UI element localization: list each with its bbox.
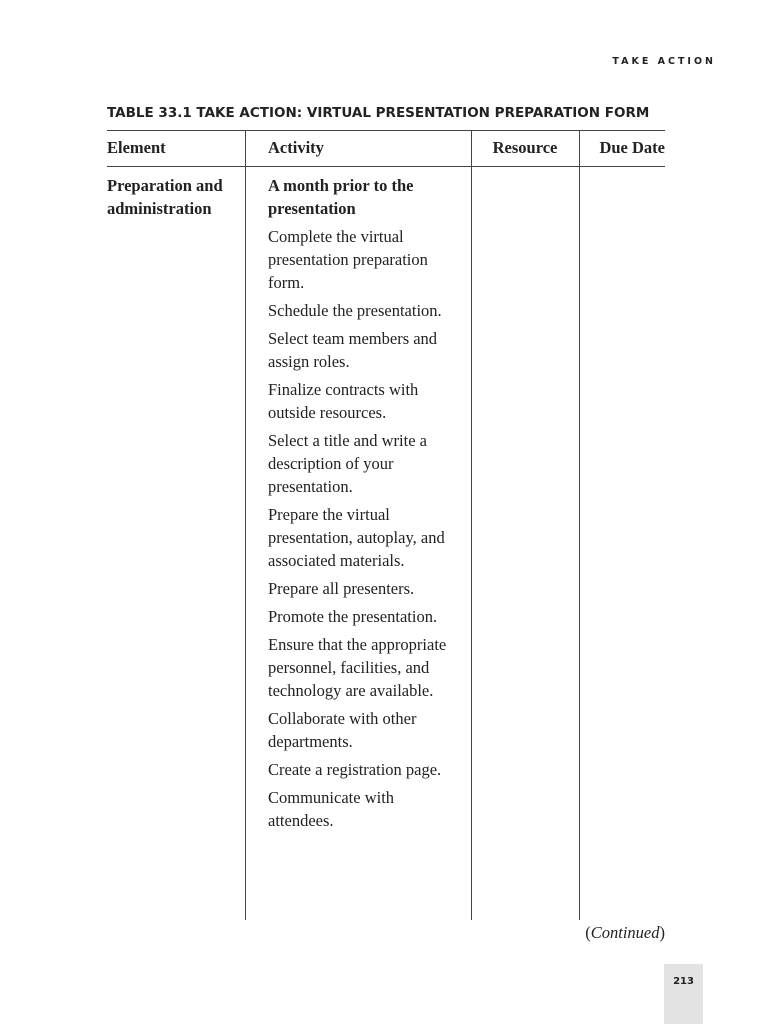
column-header-due-date: Due Date (599, 138, 665, 157)
activity-item: Create a registration page. (268, 760, 442, 779)
column-header-element: Element (107, 138, 166, 157)
activity-item: Communicate with attendees. (268, 788, 395, 830)
activity-item: Prepare all presenters. (268, 579, 415, 598)
activity-item: Complete the virtual presentation preparation form. (268, 227, 428, 292)
activity-cell (268, 174, 458, 837)
activity-item: Finalize contracts with outside resources. (268, 380, 419, 422)
running-head: TAKE ACTION (612, 56, 716, 67)
activity-item: Select team members and assign roles. (268, 329, 438, 371)
column-divider (579, 167, 580, 920)
column-divider (245, 131, 246, 166)
continued-word: Continued (590, 923, 660, 942)
column-divider (471, 167, 472, 920)
activity-item: Prepare the virtual presentation, autoplay, and associated materials. (268, 505, 445, 570)
column-divider (245, 167, 246, 920)
element-cell: Preparation and administration (107, 176, 223, 218)
continued-note (585, 923, 665, 943)
page-number: 213 (673, 976, 694, 987)
continued-close-paren: ) (659, 923, 665, 942)
activity-item: Ensure that the appropriate personnel, facilities, and technology are available. (268, 635, 447, 700)
continued-open-paren: ( (585, 923, 591, 942)
table-caption: TABLE 33.1 TAKE ACTION: VIRTUAL PRESENTATION PREPARATION FORM (107, 105, 650, 121)
column-header-resource: Resource (492, 138, 558, 157)
activity-item: Collaborate with other departments. (268, 709, 417, 751)
activity-lead: A month prior to the presentation (268, 176, 414, 218)
activity-item: Select a title and write a description of your presentation. (268, 431, 427, 496)
activity-item: Promote the presentation. (268, 607, 438, 626)
table-header-rule (107, 166, 665, 167)
activity-item: Schedule the presentation. (268, 301, 442, 320)
page-number-tab (664, 964, 703, 1024)
table-top-rule (107, 130, 665, 131)
column-header-activity: Activity (268, 138, 324, 157)
